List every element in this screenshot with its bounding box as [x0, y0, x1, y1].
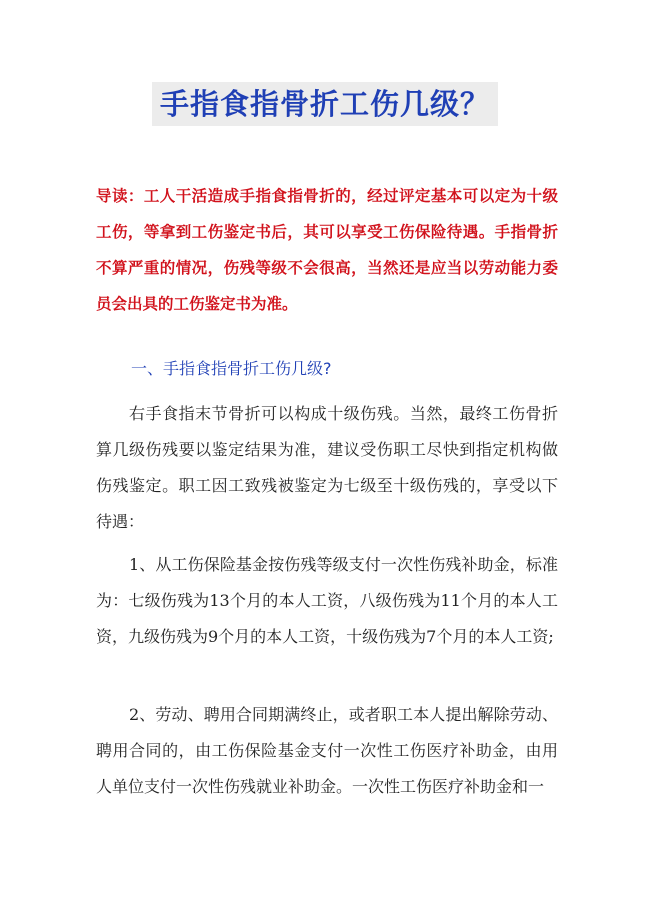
body-paragraph-2: 1、从工伤保险基金按伤残等级支付一次性伤残补助金，标准为：七级伤残为13个月的本人工资，八级伤残为11个月的本人工资，九级伤残为9个月的本人工资，十级伤残为7个月的本人工资; [96, 555, 558, 646]
intro-paragraph: 导读：工人干活造成手指食指骨折的，经过评定基本可以定为十级工伤，等拿到工伤鉴定书后，其可以享受工伤保险待遇。手指骨折不算严重的情况，伤残等级不会很高，当然还是应当以劳动能力委员会出具的工伤鉴定书为准。 [96, 187, 558, 313]
title-wrapper [0, 82, 650, 126]
body-paragraph-3: 2、劳动、聘用合同期满终止，或者职工本人提出解除劳动、聘用合同的，由工伤保险基金支付一次性工伤医疗补助金，由用人单位支付一次性伤残就业补助金。一次性工伤医疗补助金和一 [96, 705, 558, 796]
section-heading: 一、手指食指骨折工伤几级? [131, 359, 332, 378]
body-paragraph-1: 右手食指末节骨折可以构成十级伤残。当然，最终工伤骨折算几级伤残要以鉴定结果为准，建议受伤职工尽快到指定机构做伤残鉴定。职工因工致残被鉴定为七级至十级伤残的，享受以下待遇： [96, 404, 558, 531]
page-title: 手指食指骨折工伤几级？ [152, 82, 498, 126]
